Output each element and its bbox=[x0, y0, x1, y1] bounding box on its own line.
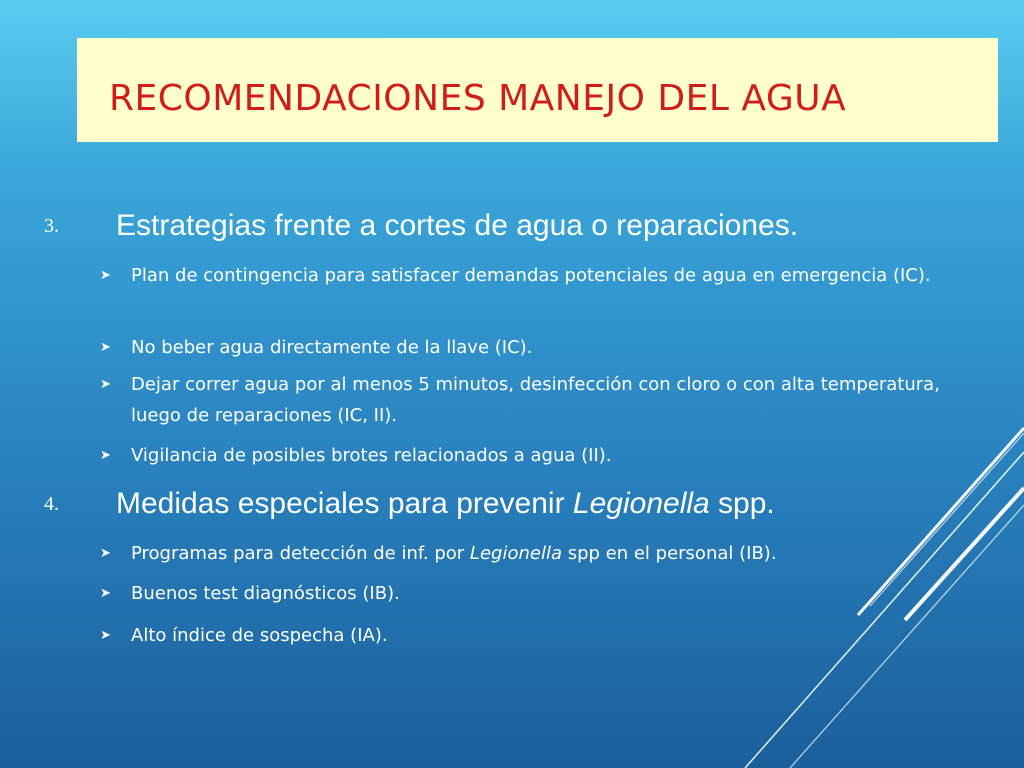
arrow-bullet-icon: ➤ bbox=[100, 448, 111, 463]
section-heading-text: Estrategias frente a cortes de agua o reparaciones. bbox=[116, 209, 799, 243]
section-number: 3. bbox=[44, 214, 59, 237]
list-item-text: Plan de contingencia para satisfacer demandas potenciales de agua en emergencia (IC). bbox=[131, 265, 931, 286]
arrow-bullet-icon: ➤ bbox=[100, 628, 111, 643]
section-number: 4. bbox=[44, 492, 59, 515]
arrow-bullet-icon: ➤ bbox=[100, 340, 111, 355]
list-item bbox=[100, 260, 960, 291]
italic-part: Legionella bbox=[469, 543, 562, 564]
arrow-bullet-icon: ➤ bbox=[100, 546, 111, 561]
arrow-bullet-icon: ➤ bbox=[100, 586, 111, 601]
list-item bbox=[100, 538, 960, 569]
arrow-bullet-icon: ➤ bbox=[100, 377, 111, 392]
section-heading-text bbox=[116, 487, 775, 521]
text-part: spp en el personal (IB). bbox=[561, 543, 777, 564]
list-item-text: Alto índice de sospecha (IA). bbox=[131, 625, 388, 646]
arrow-bullet-icon: ➤ bbox=[100, 268, 111, 283]
heading-italic-part: Legionella bbox=[572, 487, 710, 521]
text-part: Programas para detección de inf. por bbox=[131, 543, 470, 564]
list-item bbox=[100, 369, 960, 431]
list-item bbox=[100, 620, 960, 651]
heading-text-part: Medidas especiales para prevenir bbox=[116, 487, 573, 521]
list-item-text: Buenos test diagnósticos (IB). bbox=[131, 583, 400, 604]
list-item-text: Dejar correr agua por al menos 5 minutos, desinfección con cloro o con alta temperatura, luego de reparaciones (IC, II). bbox=[131, 374, 940, 426]
list-item-text: No beber agua directamente de la llave (IC). bbox=[131, 337, 533, 358]
list-item-text: Vigilancia de posibles brotes relacionados a agua (II). bbox=[131, 445, 612, 466]
heading-text-part: spp. bbox=[709, 487, 775, 521]
list-item-text bbox=[131, 538, 960, 569]
slide-title: RECOMENDACIONES MANEJO DEL AGUA bbox=[109, 78, 847, 119]
section-heading-3 bbox=[44, 208, 798, 243]
list-item bbox=[100, 332, 960, 363]
section-heading-4 bbox=[44, 486, 775, 521]
list-item bbox=[100, 578, 960, 609]
list-item bbox=[100, 440, 960, 471]
